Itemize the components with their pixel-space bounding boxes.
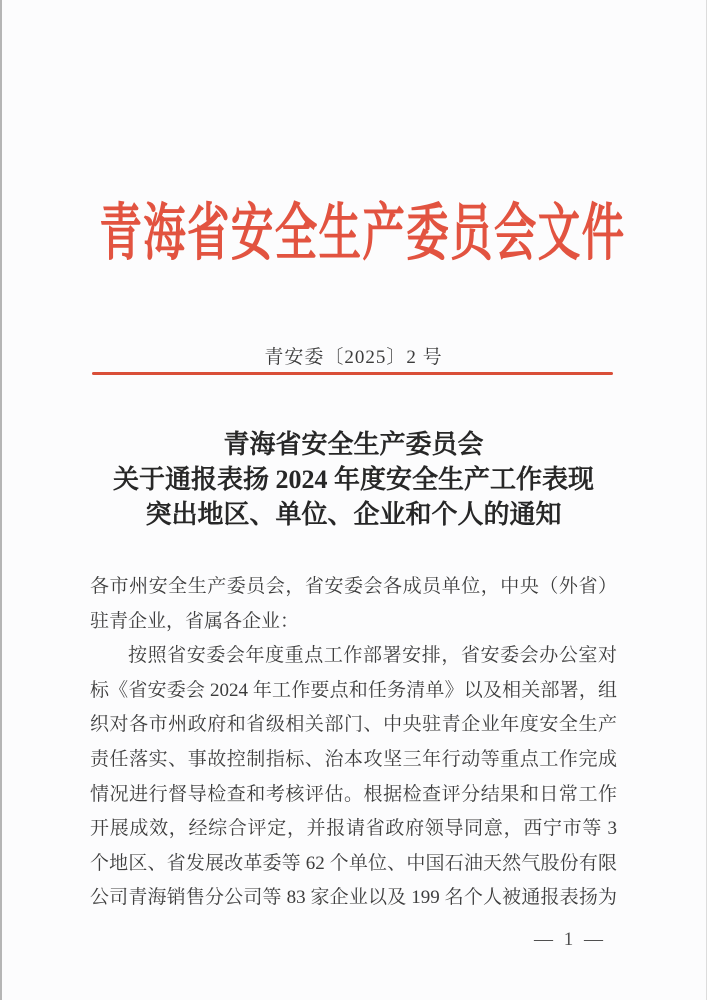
body-line: 公司青海销售分公司等 83 家企业以及 199 名个人被通报表扬为 (90, 887, 617, 909)
document-number: 青安委〔2025〕2 号 (264, 347, 443, 368)
body-line: 各市州安全生产委员会，省安委会各成员单位，中央（外省） (90, 576, 617, 597)
body-line: 情况进行督导检查和考核评估。根据检查评分结果和日常工作 (90, 783, 617, 805)
body-line: 开展成效，经综合评定，并报请省政府领导同意，西宁市等 3 (90, 818, 617, 840)
document-title-line-2: 关于通报表扬 2024 年度安全生产工作表现 (112, 465, 594, 494)
body-line: 织对各市州政府和省级相关部门、中央驻青企业年度安全生产 (90, 714, 617, 736)
red-header-title: 青海省安全生产委员会文件 (99, 200, 626, 268)
document-title-line-1: 青海省安全生产委员会 (223, 430, 484, 459)
body-line: 责任落实、事故控制指标、治本攻坚三年行动等重点工作完成 (90, 748, 617, 770)
body-line: 个地区、省发展改革委等 62 个单位、中国石油天然气股份有限 (90, 852, 617, 874)
page-number: — 1 — (534, 929, 606, 950)
document-title (0, 427, 707, 532)
body-line: 按照省安委会年度重点工作部署安排，省安委会办公室对 (128, 645, 617, 667)
body-line: 标《省安委会 2024 年工作要点和任务清单》以及相关部署，组 (90, 679, 617, 701)
document-title-line-3: 突出地区、单位、企业和个人的通知 (145, 500, 562, 529)
body-line: 驻青企业，省属各企业： (90, 610, 300, 632)
red-separator-line (92, 372, 613, 375)
document-body (90, 570, 617, 916)
